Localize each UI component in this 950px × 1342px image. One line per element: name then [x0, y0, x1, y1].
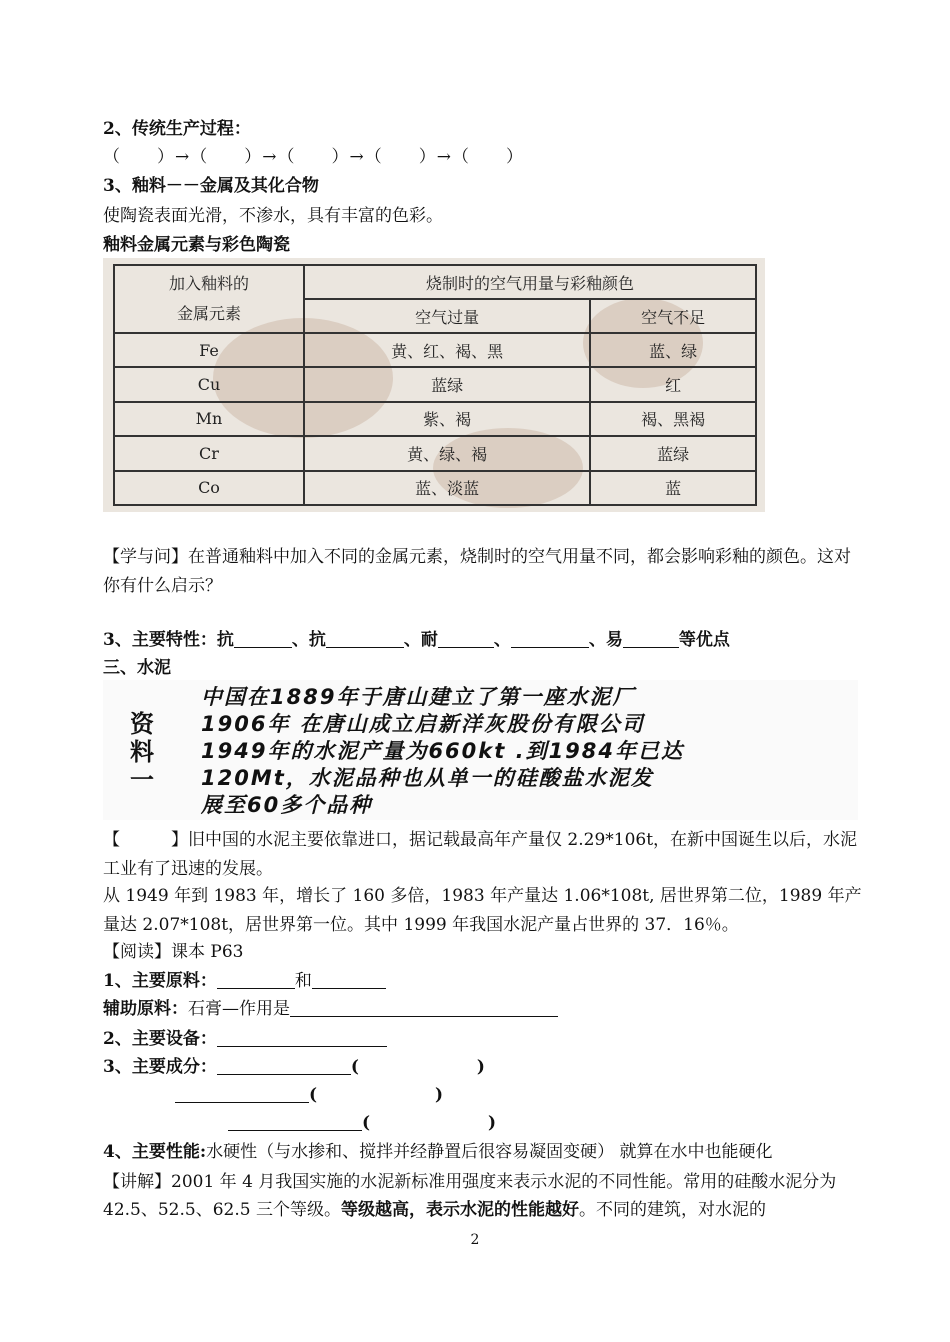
- traits-text: 、易: [588, 630, 623, 650]
- main-traits-line: [103, 628, 730, 652]
- blank-line: [217, 1056, 351, 1075]
- material-handwriting: [201, 684, 684, 819]
- material-line: 1906年 在唐山成立启新洋灰股份有限公司: [201, 712, 645, 736]
- cell-lack: 褐、黑褐: [590, 402, 756, 436]
- lecture-emphasis: 等级越高，表示水泥的性能越好: [340, 1200, 579, 1220]
- paren-close: ): [435, 1085, 444, 1105]
- cell-element: Co: [114, 471, 304, 505]
- material-line: 展至60多个品种: [201, 793, 373, 817]
- process-flow-blanks: （ ）→（ ）→（ ）→（ ）→（ ）: [103, 147, 524, 167]
- aux-materials-text: 石膏—作用是: [188, 999, 290, 1019]
- equipment-line: [103, 1027, 387, 1051]
- cell-element: Cr: [114, 436, 304, 470]
- table-row: [114, 471, 756, 505]
- blank-line: [438, 629, 494, 648]
- glaze-table-title: 釉料金属元素与彩色陶瓷: [103, 235, 290, 255]
- blank-line: [511, 629, 589, 648]
- raw-and: 和: [294, 971, 312, 991]
- blank-line: [312, 970, 386, 989]
- header-metal: 加入釉料的 金属元素: [114, 265, 304, 333]
- cell-lack: 蓝绿: [590, 436, 756, 470]
- blank-line: [326, 629, 404, 648]
- traits-prefix: 3、主要特性：抗: [103, 630, 234, 650]
- paren-close: ): [488, 1113, 497, 1133]
- lecture-paragraph: [103, 1168, 863, 1224]
- table-row: [114, 436, 756, 470]
- cell-lack: 蓝、绿: [590, 333, 756, 367]
- performance-text: 水硬性（与水掺和、搅拌并经静置后很容易凝固变硬） 就算在水中也能硬化: [206, 1142, 773, 1162]
- blank-line: [234, 629, 292, 648]
- header-air-color: 烧制时的空气用量与彩釉颜色: [304, 265, 756, 299]
- material-line: 中国在1889年于唐山建立了第一座水泥厂: [201, 685, 636, 709]
- material-one-image: [103, 680, 858, 820]
- section-3-title: 3、釉料－－金属及其化合物: [103, 176, 319, 196]
- blank-line: [623, 629, 679, 648]
- blank-line: [290, 998, 558, 1017]
- aux-materials-line: [103, 997, 558, 1021]
- equipment-label: 2、主要设备：: [103, 1029, 217, 1049]
- material-line: 1949年的水泥产量为660kt .到1984年已达: [201, 739, 685, 763]
- cell-excess: 蓝绿: [304, 367, 590, 401]
- paren-open: (: [309, 1085, 318, 1105]
- blank-line: [175, 1084, 309, 1103]
- section-2-title: 2、传统生产过程：: [103, 119, 251, 139]
- blank-line: [228, 1112, 362, 1131]
- traits-text: 、抗: [291, 630, 326, 650]
- traits-suffix: 等优点: [678, 630, 730, 650]
- cell-lack: 蓝: [590, 471, 756, 505]
- performance-line: [103, 1140, 773, 1164]
- glaze-color-table: [113, 264, 757, 506]
- page-number: 2: [470, 1232, 480, 1248]
- cell-excess: 蓝、淡蓝: [304, 471, 590, 505]
- paren-close: ): [476, 1057, 485, 1077]
- question-paragraph: 【学与问】在普通釉料中加入不同的金属元素，烧制时的空气用量不同，都会影响彩釉的颜色。这对你有什么启示？: [103, 547, 851, 596]
- lecture-text: 【讲解】2001 年 4 月我国实施的水泥新标准用强度来表示水泥的不同性能。常用的硅酸水泥分为 42.5、52.5、62.5 三个等级。: [103, 1172, 837, 1220]
- reading-reference: 【阅读】课本 P63: [103, 942, 244, 962]
- paren-open: (: [350, 1057, 359, 1077]
- glaze-table-image: [103, 258, 765, 512]
- table-row: [114, 367, 756, 401]
- aux-materials-label: 辅助原料：: [103, 999, 188, 1019]
- history-paragraph-1: 【 】旧中国的水泥主要依靠进口，据记载最高年产量仅 2.29*106t，在新中国诞生以后，水泥工业有了迅速的发展。: [103, 830, 858, 879]
- components-line-3: [228, 1111, 496, 1135]
- raw-materials-line: [103, 969, 386, 993]
- header-air-excess: 空气过量: [304, 299, 590, 333]
- history-paragraph-2: 从 1949 年到 1983 年，增长了 160 多倍，1983 年产量达 1.06*108t, 居世界第二位，1989 年产量达 2.07*108t，居世界第一位。其中 1999 年我国水泥产量占世界的 37．16％。: [103, 886, 862, 935]
- cell-element: Mn: [114, 402, 304, 436]
- material-label: 资料一: [130, 709, 154, 794]
- traits-text: 、: [493, 630, 511, 650]
- cell-lack: 红: [590, 367, 756, 401]
- table-row: [114, 402, 756, 436]
- components-label: 3、主要成分：: [103, 1057, 217, 1077]
- cell-element: Fe: [114, 333, 304, 367]
- cell-excess: 黄、红、褐、黑: [304, 333, 590, 367]
- cement-section-title: 三、水泥: [103, 658, 171, 678]
- blank-line: [217, 1028, 387, 1047]
- components-line-2: [175, 1083, 443, 1107]
- blank-line: [217, 970, 295, 989]
- header-air-lack: 空气不足: [590, 299, 756, 333]
- material-line: 120Mt，水泥品种也从单一的硅酸盐水泥发: [201, 766, 654, 790]
- table-row: [114, 333, 756, 367]
- cell-excess: 紫、褐: [304, 402, 590, 436]
- cell-element: Cu: [114, 367, 304, 401]
- cell-excess: 黄、绿、褐: [304, 436, 590, 470]
- raw-materials-label: 1、主要原料：: [103, 971, 217, 991]
- performance-label: 4、主要性能:: [103, 1142, 207, 1162]
- paren-open: (: [362, 1113, 371, 1133]
- glaze-description: 使陶瓷表面光滑，不渗水，具有丰富的色彩。: [103, 206, 443, 226]
- lecture-text: 。不同的建筑，对水泥的: [578, 1200, 766, 1220]
- components-line: [103, 1055, 485, 1079]
- traits-text: 、耐: [403, 630, 438, 650]
